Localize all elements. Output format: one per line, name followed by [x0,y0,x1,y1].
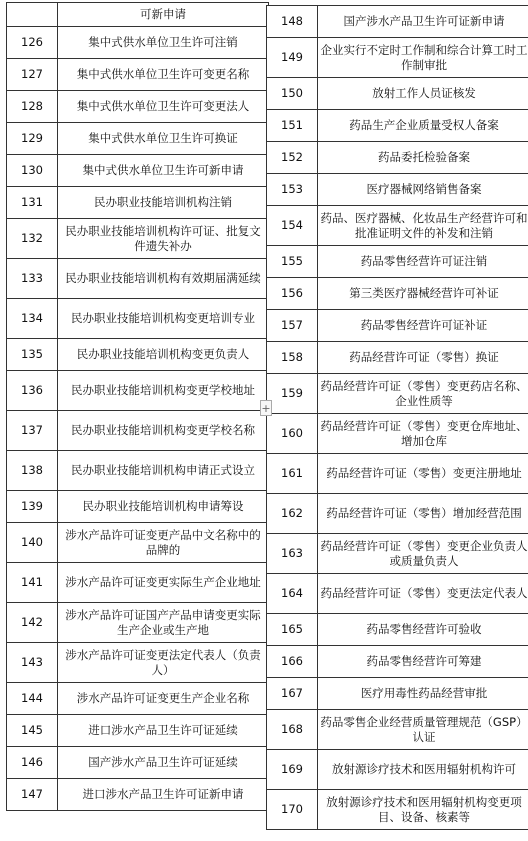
table-row [267,174,528,206]
item-name-cell: 集中式供水单位卫生许可注销 [58,27,269,59]
row-number-cell: 166 [267,646,318,678]
row-number-cell: 155 [267,246,318,278]
item-name-cell: 药品经营许可证（零售）换证 [318,342,528,374]
row-number-cell: 160 [267,414,318,454]
table-row [7,715,269,747]
table-row [7,563,269,603]
item-name-cell: 药品经营许可证（零售）变更仓库地址、增加仓库 [318,414,528,454]
item-name-cell: 集中式供水单位卫生许可变更名称 [58,59,269,91]
row-number-cell: 161 [267,454,318,494]
item-name-cell: 药品委托检验备案 [318,142,528,174]
item-name-cell: 民办职业技能培训机构申请正式设立 [58,451,269,491]
item-name-cell: 进口涉水产品卫生许可证新申请 [58,779,269,811]
item-name-cell: 医疗用毒性药品经营审批 [318,678,528,710]
row-number-cell: 131 [7,187,58,219]
row-number-cell: 163 [267,534,318,574]
table-row [267,678,528,710]
table-row [7,491,269,523]
item-name-cell: 进口涉水产品卫生许可证延续 [58,715,269,747]
row-number-cell: 167 [267,678,318,710]
item-name-cell: 医疗器械网络销售备案 [318,174,528,206]
item-name-cell: 药品生产企业质量受权人备案 [318,110,528,142]
right-item-table [266,5,528,830]
table-row [7,523,269,563]
row-number-cell: 141 [7,563,58,603]
row-number-cell: 146 [7,747,58,779]
table-row [7,747,269,779]
item-name-cell: 药品经营许可证（零售）变更注册地址 [318,454,528,494]
item-name-cell: 药品零售经营许可验收 [318,614,528,646]
table-row [7,779,269,811]
item-name-cell: 放射源诊疗技术和医用辐射机构许可 [318,750,528,790]
table-row [267,278,528,310]
row-number-cell: 148 [267,6,318,38]
table-row [267,38,528,78]
table-row [267,614,528,646]
table-row [267,646,528,678]
table-row [7,219,269,259]
table-row [267,374,528,414]
row-number-cell: 138 [7,451,58,491]
table-row [7,603,269,643]
row-number-cell: 158 [267,342,318,374]
row-number-cell: 142 [7,603,58,643]
table-row [7,155,269,187]
item-name-cell: 涉水产品许可证变更实际生产企业地址 [58,563,269,603]
item-name-cell: 涉水产品许可证国产产品申请变更实际生产企业或生产地 [58,603,269,643]
table-row [7,27,269,59]
item-name-cell: 民办职业技能培训机构变更培训专业 [58,299,269,339]
row-number-cell: 149 [267,38,318,78]
item-name-cell: 国产涉水产品卫生许可证新申请 [318,6,528,38]
row-number-cell: 139 [7,491,58,523]
row-number-cell: 133 [7,259,58,299]
row-number-cell: 159 [267,374,318,414]
table-row [267,310,528,342]
row-number-cell: 170 [267,790,318,830]
item-name-cell: 涉水产品许可证变更法定代表人（负责人） [58,643,269,683]
row-number-cell: 143 [7,643,58,683]
item-name-cell: 集中式供水单位卫生许可变更法人 [58,91,269,123]
item-name-cell: 集中式供水单位卫生许可新申请 [58,155,269,187]
row-number-cell: 140 [7,523,58,563]
table-row [7,259,269,299]
item-name-cell: 药品、医疗器械、化妆品生产经营许可和批准证明文件的补发和注销 [318,206,528,246]
table-row [7,643,269,683]
row-number-cell: 147 [7,779,58,811]
item-name-cell: 企业实行不定时工作制和综合计算工时工作制审批 [318,38,528,78]
item-name-cell: 民办职业技能培训机构变更学校地址 [58,371,269,411]
table-row [7,91,269,123]
table-row [7,299,269,339]
row-number-cell: 126 [7,27,58,59]
item-name-cell: 放射工作人员证核发 [318,78,528,110]
row-number-cell: 136 [7,371,58,411]
item-name-cell: 药品经营许可证（零售）变更药店名称、企业性质等 [318,374,528,414]
table-row [7,59,269,91]
table-row [267,750,528,790]
item-name-cell: 集中式供水单位卫生许可换证 [58,123,269,155]
table-row [7,371,269,411]
table-move-handle-icon[interactable]: + [261,402,271,415]
row-number-cell: 135 [7,339,58,371]
table-row-continued [7,3,269,27]
table-row [267,454,528,494]
row-number-cell: 169 [267,750,318,790]
item-name-cell: 涉水产品许可证变更产品中文名称中的品牌的 [58,523,269,563]
table-row [267,710,528,750]
item-name-cell: 药品零售经营许可证补证 [318,310,528,342]
item-name-cell: 药品经营许可证（零售）增加经营范围 [318,494,528,534]
item-name-cell: 药品零售经营许可筹建 [318,646,528,678]
table-row [7,339,269,371]
table-row [267,790,528,830]
table-row [7,187,269,219]
table-row [267,494,528,534]
table-row [267,206,528,246]
item-name-cell: 民办职业技能培训机构申请筹设 [58,491,269,523]
item-name-cell: 药品经营许可证（零售）变更法定代表人 [318,574,528,614]
item-name-cell: 国产涉水产品卫生许可证延续 [58,747,269,779]
table-row [267,534,528,574]
item-name-cell: 第三类医疗器械经营许可补证 [318,278,528,310]
table-row [267,414,528,454]
row-number-cell: 128 [7,91,58,123]
item-name-cell: 民办职业技能培训机构变更负责人 [58,339,269,371]
table-row [7,123,269,155]
item-name-cell: 涉水产品许可证变更生产企业名称 [58,683,269,715]
row-number-cell: 137 [7,411,58,451]
row-number-cell [7,3,58,27]
item-name-cell: 民办职业技能培训机构变更学校名称 [58,411,269,451]
row-number-cell: 130 [7,155,58,187]
table-row [7,683,269,715]
table-row [267,142,528,174]
row-number-cell: 129 [7,123,58,155]
row-number-cell: 134 [7,299,58,339]
row-number-cell: 154 [267,206,318,246]
left-item-table [6,2,269,811]
item-name-cell: 民办职业技能培训机构注销 [58,187,269,219]
row-number-cell: 153 [267,174,318,206]
row-number-cell: 157 [267,310,318,342]
table-row [267,574,528,614]
item-name-cell: 民办职业技能培训机构许可证、批复文件遗失补办 [58,219,269,259]
row-number-cell: 151 [267,110,318,142]
table-row [267,342,528,374]
row-number-cell: 164 [267,574,318,614]
item-name-cell: 民办职业技能培训机构有效期届满延续 [58,259,269,299]
row-number-cell: 156 [267,278,318,310]
item-name-cell: 药品零售经营许可证注销 [318,246,528,278]
row-number-cell: 144 [7,683,58,715]
item-name-cell: 药品经营许可证（零售）变更企业负责人或质量负责人 [318,534,528,574]
row-number-cell: 150 [267,78,318,110]
row-number-cell: 152 [267,142,318,174]
table-row [267,246,528,278]
row-number-cell: 165 [267,614,318,646]
table-row [267,78,528,110]
item-name-cell-continued: 可新申请 [58,3,269,27]
row-number-cell: 132 [7,219,58,259]
table-row [7,411,269,451]
table-row [267,6,528,38]
row-number-cell: 168 [267,710,318,750]
item-name-cell: 药品零售企业经营质量管理规范（GSP）认证 [318,710,528,750]
row-number-cell: 145 [7,715,58,747]
row-number-cell: 127 [7,59,58,91]
row-number-cell: 162 [267,494,318,534]
table-row [267,110,528,142]
table-row [7,451,269,491]
item-name-cell: 放射源诊疗技术和医用辐射机构变更项目、设备、核素等 [318,790,528,830]
